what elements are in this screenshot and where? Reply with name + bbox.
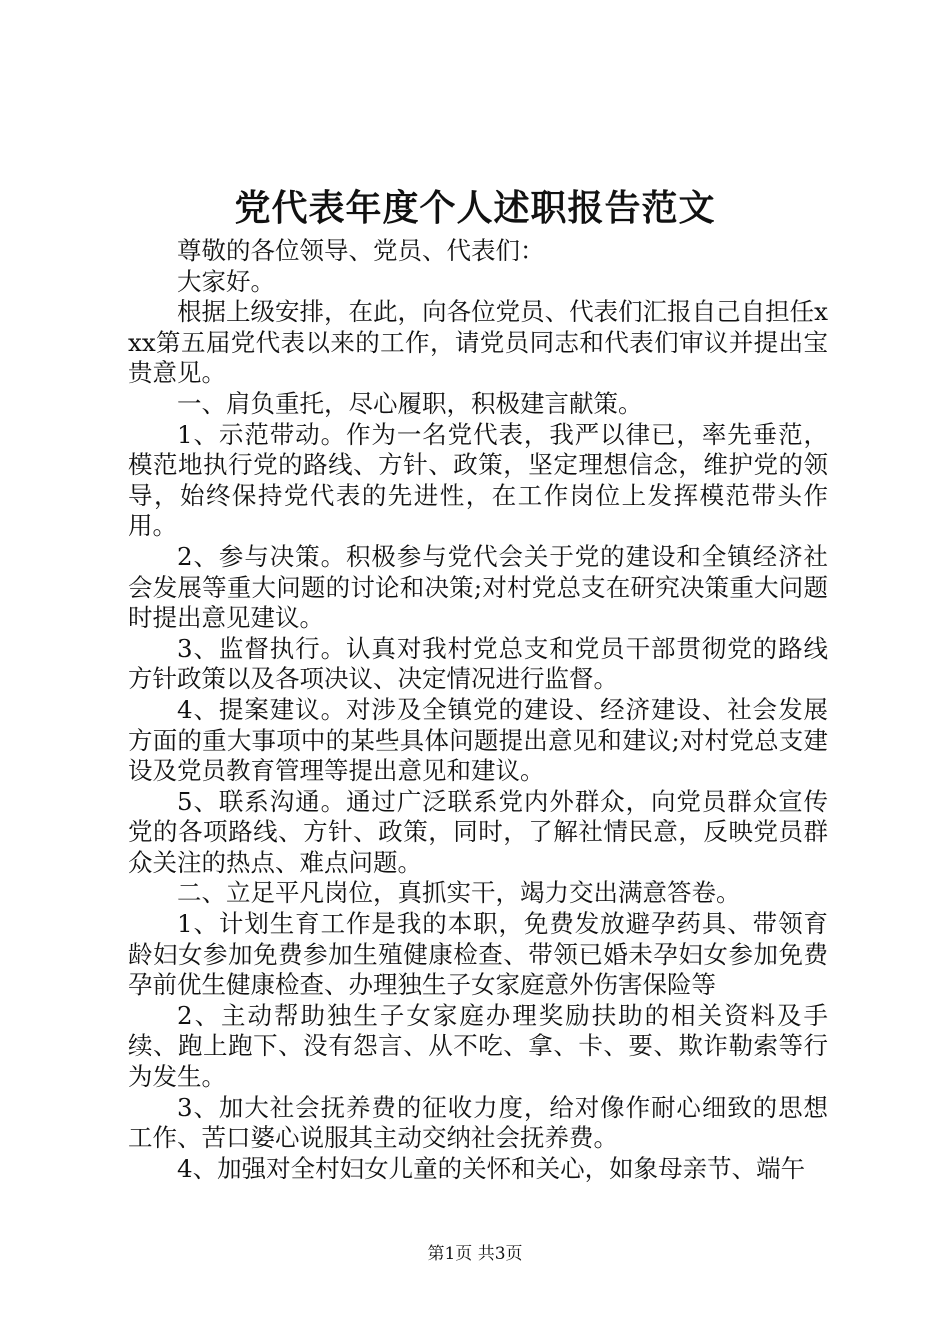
salutation: 尊敬的各位领导、党员、代表们： [177, 236, 545, 265]
paragraph: 3、加大社会抚养费的征收力度，给对像作耐心细致的思想工作、苦口婆心说服其主动交纳社会抚养费。 [128, 1092, 828, 1153]
document-title: 党代表年度个人述职报告范文 [234, 187, 716, 229]
paragraph: 1、计划生育工作是我的本职，免费发放避孕药具、带领育龄妇女参加免费参加生殖健康检查、带领已婚未孕妇女参加免费孕前优生健康检查、办理独生子女家庭意外伤害保险等 [128, 909, 828, 1000]
paragraph: 2、参与决策。积极参与党代会关于党的建设和全镇经济社会发展等重大问题的讨论和决策;对村党总支在研究决策重大问题时提出意见建议。 [128, 541, 828, 633]
paragraph-intro: 根据上级安排，在此，向各位党员、代表们汇报自己自担任xxx第五届党代表以来的工作，请党员同志和代表们审议并提出宝贵意见。 [128, 297, 828, 388]
paragraph: 2、主动帮助独生子女家庭办理奖励扶助的相关资料及手续、跑上跑下、没有怨言、从不吃、拿、卡、要、欺诈勒索等行为发生。 [128, 1000, 828, 1092]
paragraph: 3、监督执行。认真对我村党总支和党员干部贯彻党的路线方针政策以及各项决议、决定情况进行监督。 [128, 633, 828, 694]
page-footer: 第1页 共3页 [427, 1244, 523, 1264]
section-heading-1: 一、肩负重托，尽心履职，积极建言献策。 [177, 388, 643, 418]
greeting: 大家好。 [177, 266, 275, 296]
document-body [128, 236, 828, 1184]
paragraph: 1、示范带动。作为一名党代表，我严以律已，率先垂范，模范地执行党的路线、方针、政策，坚定理想信念，维护党的领导，始终保持党代表的先进性，在工作岗位上发挥模范带头作用。 [128, 419, 828, 541]
section-heading-2: 二、立足平凡岗位，真抓实干，竭力交出满意答卷。 [177, 878, 741, 908]
paragraph: 4、提案建议。对涉及全镇党的建设、经济建设、社会发展方面的重大事项中的某些具体问题提出意见和建议;对村党总支建设及党员教育管理等提出意见和建议。 [128, 694, 828, 786]
paragraph: 4、加强对全村妇女儿童的关怀和关心，如象母亲节、端午 [177, 1153, 806, 1183]
paragraph: 5、联系沟通。通过广泛联系党内外群众，向党员群众宣传党的各项路线、方针、政策，同时，了解社情民意，反映党员群众关注的热点、难点问题。 [128, 786, 828, 877]
